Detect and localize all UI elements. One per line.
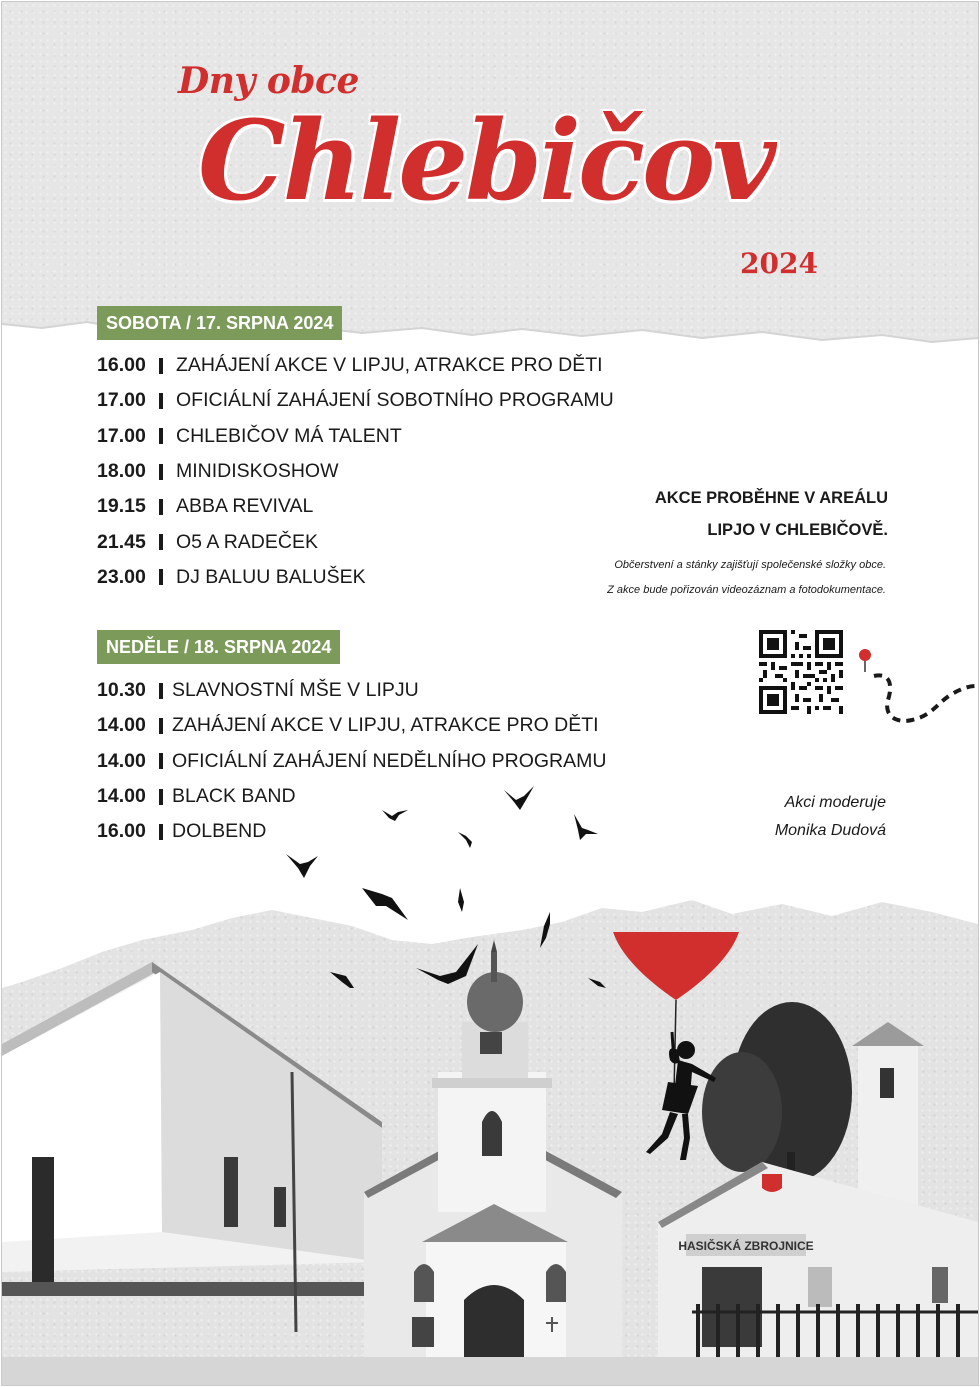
schedule-event: ABBA REVIVAL: [176, 495, 314, 518]
coat-of-arms-icon: [762, 1174, 782, 1192]
separator-bar: [159, 753, 163, 769]
schedule-event: MINIDISKOSHOW: [176, 460, 339, 483]
separator-bar: [159, 789, 163, 805]
schedule-time: 10.30: [97, 679, 146, 702]
schedule-time: 21.45: [97, 530, 146, 553]
sunday-badge: NEDĚLE / 18. SRPNA 2024: [97, 630, 340, 664]
bird-icon: [458, 888, 464, 912]
schedule-row: [97, 708, 606, 743]
schedule-row: [97, 348, 614, 383]
separator-bar: [159, 569, 163, 585]
separator-bar: [159, 683, 163, 699]
separator-bar: [159, 393, 163, 409]
schedule-time: 14.00: [97, 714, 146, 737]
schedule-row: [97, 744, 606, 779]
separator-bar: [159, 499, 163, 515]
schedule-row: [97, 454, 614, 489]
schedule-row: [97, 673, 606, 708]
saturday-badge: SOBOTA / 17. SRPNA 2024: [97, 306, 342, 340]
church-building: [364, 940, 622, 1362]
schedule-event: OFICIÁLNÍ ZAHÁJENÍ NEDĚLNÍHO PROGRAMU: [172, 749, 607, 772]
separator-bar: [159, 428, 163, 444]
venue-info: [562, 482, 888, 546]
schedule-time: 18.00: [97, 460, 146, 483]
schedule-event: O5 A RADEČEK: [176, 530, 318, 553]
map-route-icon: [852, 642, 978, 732]
separator-bar: [159, 824, 163, 840]
moderator-label: Akci moderuje: [784, 794, 886, 811]
schedule-row: [97, 524, 614, 559]
fire-station-sign: HASIČSKÁ ZBROJNICE: [678, 1239, 814, 1253]
qr-code-icon[interactable]: [759, 630, 843, 714]
schedule-event: ZAHÁJENÍ AKCE V LIPJU, ATRAKCE PRO DĚTI: [172, 714, 599, 737]
bird-icon: [362, 888, 408, 920]
schedule-event: DJ BALUU BALUŠEK: [176, 565, 366, 588]
refreshment-note: Občerstvení a stánky zajišťují společenské složky obce.: [614, 559, 886, 571]
schedule-time: 14.00: [97, 749, 146, 772]
bird-icon: [504, 786, 534, 810]
schedule-event: CHLEBIČOV MÁ TALENT: [176, 424, 402, 447]
schedule-time: 17.00: [97, 424, 146, 447]
bird-icon: [286, 854, 318, 878]
clock-icon: [480, 1032, 502, 1054]
schedule-time: 16.00: [97, 354, 146, 377]
bird-icon: [382, 810, 408, 821]
map-pin-icon: [859, 649, 871, 661]
schedule-time: 19.15: [97, 495, 146, 518]
separator-bar: [159, 534, 163, 550]
schedule-row: [97, 419, 614, 454]
separator-bar: [159, 464, 163, 480]
schedule-time: 17.00: [97, 389, 146, 412]
schedule-row: [97, 383, 614, 418]
schedule-row: [97, 489, 614, 524]
venue-line-1: AKCE PROBĚHNE V AREÁLU: [654, 489, 888, 507]
schedule-time: 14.00: [97, 785, 146, 808]
schedule-event: OFICIÁLNÍ ZAHÁJENÍ SOBOTNÍHO PROGRAMU: [176, 389, 614, 412]
schedule-event: DOLBEND: [172, 820, 267, 843]
sports-hall-building: [2, 962, 382, 1332]
bird-icon: [574, 814, 598, 840]
schedule-event: SLAVNOSTNÍ MŠE V LIPJU: [172, 679, 419, 702]
recording-note: Z akce bude pořizován videozáznam a fotodokumentace.: [607, 584, 886, 596]
village-scene-illustration: [2, 932, 978, 1385]
event-year: 2024: [740, 247, 818, 280]
village-title: Chlebičov: [198, 96, 774, 225]
bird-icon: [458, 832, 472, 848]
event-subtitle: Dny obce: [178, 60, 359, 102]
schedule-event: ZAHÁJENÍ AKCE V LIPJU, ATRAKCE PRO DĚTI: [176, 354, 603, 377]
moderator-name: Monika Dudová: [774, 822, 886, 839]
separator-bar: [159, 358, 163, 374]
event-poster: [1, 1, 979, 1386]
schedule-time: 16.00: [97, 820, 146, 843]
separator-bar: [159, 718, 163, 734]
venue-line-2: LIPJO V CHLEBIČOVĚ.: [707, 521, 888, 539]
schedule-event: BLACK BAND: [172, 785, 296, 808]
schedule-time: 23.00: [97, 565, 146, 588]
